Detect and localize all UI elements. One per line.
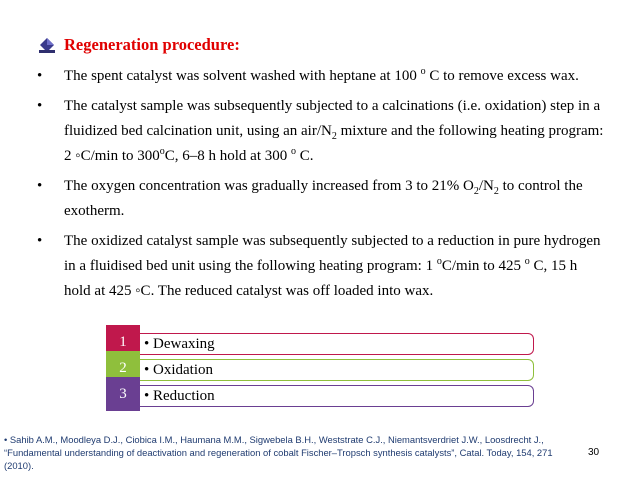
step-card-reduction bbox=[134, 385, 534, 407]
section-heading bbox=[38, 34, 240, 56]
step-label-oxidation: • Oxidation bbox=[144, 361, 213, 378]
bullet-text: The oxidized catalyst sample was subsequently subjected to a reduction in pure hydrogen in a fluidised bed unit using the following heating program: 1 $^o$C/min to 425 $^o$ C, 15 h hold at 425 ◦C. The reduced catalyst was off loaded into wax. bbox=[64, 233, 601, 299]
step-number-3: 3 bbox=[106, 377, 140, 411]
bullet-dot: • bbox=[37, 233, 43, 249]
heading-text: Regeneration procedure: bbox=[64, 35, 240, 54]
page-number: 30 bbox=[588, 447, 600, 458]
step-label-dewaxing: • Dewaxing bbox=[144, 335, 215, 352]
bullet-item bbox=[37, 64, 607, 89]
bullet-dot: • bbox=[37, 68, 43, 84]
bullet-text: The oxygen concentration was gradually increased from 3 to 21% $O_2/N_2$ to control the exotherm. bbox=[64, 178, 583, 219]
bullet-dot: • bbox=[37, 98, 43, 114]
step-card-oxidation bbox=[134, 359, 534, 381]
bullet-dot: • bbox=[37, 178, 43, 194]
step-label-reduction: • Reduction bbox=[144, 387, 215, 404]
step-number-1: 1 bbox=[106, 325, 140, 359]
step-number-2: 2 bbox=[106, 351, 140, 385]
bullet-marker-icon bbox=[38, 36, 56, 54]
bullet-text: The catalyst sample was subsequently subjected to a calcinations (i.e. oxidation) step in a fluidized bed calcination unit, using an air/$N_2$ mixture and the following heating program: 2 ◦C/min to 300$^o$C, 6–8 h hold at 300 $^o$ C. bbox=[64, 98, 604, 164]
bullet-item bbox=[37, 174, 607, 224]
reference-citation: • Sahib A.M., Moodleya D.J., Ciobica I.M., Haumana M.M., Sigwebela B.H., Weststrate C.J., Niemantsverdriet J.W., Loosdrecht J., “Fundamental understanding of deactivation and regeneration of cobalt Fischer–Tropsch synthesis catalysts”, Catal. Today, 154, 271 (2010). bbox=[4, 434, 553, 471]
step-card-dewaxing bbox=[134, 333, 534, 355]
bullet-text: The spent catalyst was solvent washed with heptane at 100 $^o$ C to remove excess wax. bbox=[64, 66, 579, 84]
bullet-item bbox=[37, 94, 607, 169]
bullet-item bbox=[37, 229, 607, 304]
bullet-list bbox=[37, 64, 607, 309]
step-list bbox=[106, 325, 536, 411]
